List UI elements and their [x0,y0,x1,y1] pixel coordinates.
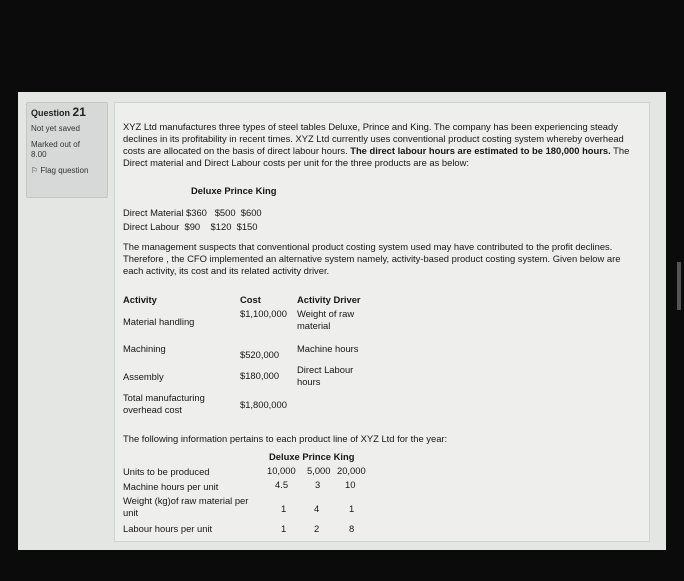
prince-value: 2 [314,523,320,534]
king-value: 20,000 [337,465,366,476]
flag-icon: ⚐ [31,166,39,175]
management-paragraph: The management suspects that conventional product costing system used may have contributed to the profit declines. Therefore , the CFO implemented an alternative system namely, activity-based product costing system. Given below are each activity, its cost and its related activity driver. [123,241,621,276]
cost-table-row: Direct Labour $90 $120 $150 [123,221,258,232]
activity-header: Activity [123,294,157,305]
cost-table-header: Deluxe Prince King [191,185,277,196]
activity-driver: Weight of raw material [297,308,355,331]
question-content [114,102,650,542]
question-number: Question 21 [31,105,86,119]
activity-driver: Machine hours [297,343,359,354]
deluxe-value: 4.5 [275,479,289,490]
product-row-label: Labour hours per unit [123,523,213,534]
activity-cost: $1,100,000 [240,308,287,319]
prince-value: 5,000 [307,465,331,476]
cost-table-row: Direct Material $360 $500 $600 [123,207,262,218]
activity-cost: $180,000 [240,370,280,381]
activity-name: Material handling [123,316,195,327]
product-row-label: Weight (kg)of raw material per unit [123,495,249,518]
activity-name: Total manufacturing overhead cost [123,392,205,415]
king-value: 1 [349,503,355,514]
king-value: 10 [345,479,356,490]
activity-cost: $520,000 [240,349,280,360]
deluxe-value: 1 [281,503,287,514]
activity-cost: $1,800,000 [240,399,287,410]
prince-value: 3 [315,479,321,490]
product-table-header: Deluxe Prince King [269,451,355,462]
intro-paragraph: XYZ Ltd manufactures three types of steel tables Deluxe, Prince and King. The company has been experiencing steady declines in its profitability in recent times. XYZ Ltd currently uses conventional product costing system whereby overhead costs are allocated on the basis of direct labour hours. The direct labour hours are estimated to be 180,000 hours. The Direct material and Direct Labour costs per unit for the three products are as below: [123,121,630,168]
deluxe-value: 1 [281,523,287,534]
product-row-label: Machine hours per unit [123,481,219,492]
activity-driver: Direct Labour hours [297,364,354,387]
question-info-panel [26,102,108,198]
driver-header: Activity Driver [297,294,361,305]
cost-header: Cost [240,294,261,305]
product-row-label: Units to be produced [123,466,210,477]
quiz-screen [18,92,666,550]
flag-question-button[interactable]: ⚐ Flag question [31,166,89,175]
activity-name: Assembly [123,371,164,382]
save-status: Not yet saved [31,124,80,133]
deluxe-value: 10,000 [267,465,296,476]
scrollbar-edge [677,262,681,310]
prince-value: 4 [314,503,320,514]
following-paragraph: The following information pertains to each product line of XYZ Ltd for the year: [123,433,448,444]
activity-name: Machining [123,343,166,354]
marked-out-of: Marked out of 8.00 [31,140,80,159]
king-value: 8 [349,523,355,534]
